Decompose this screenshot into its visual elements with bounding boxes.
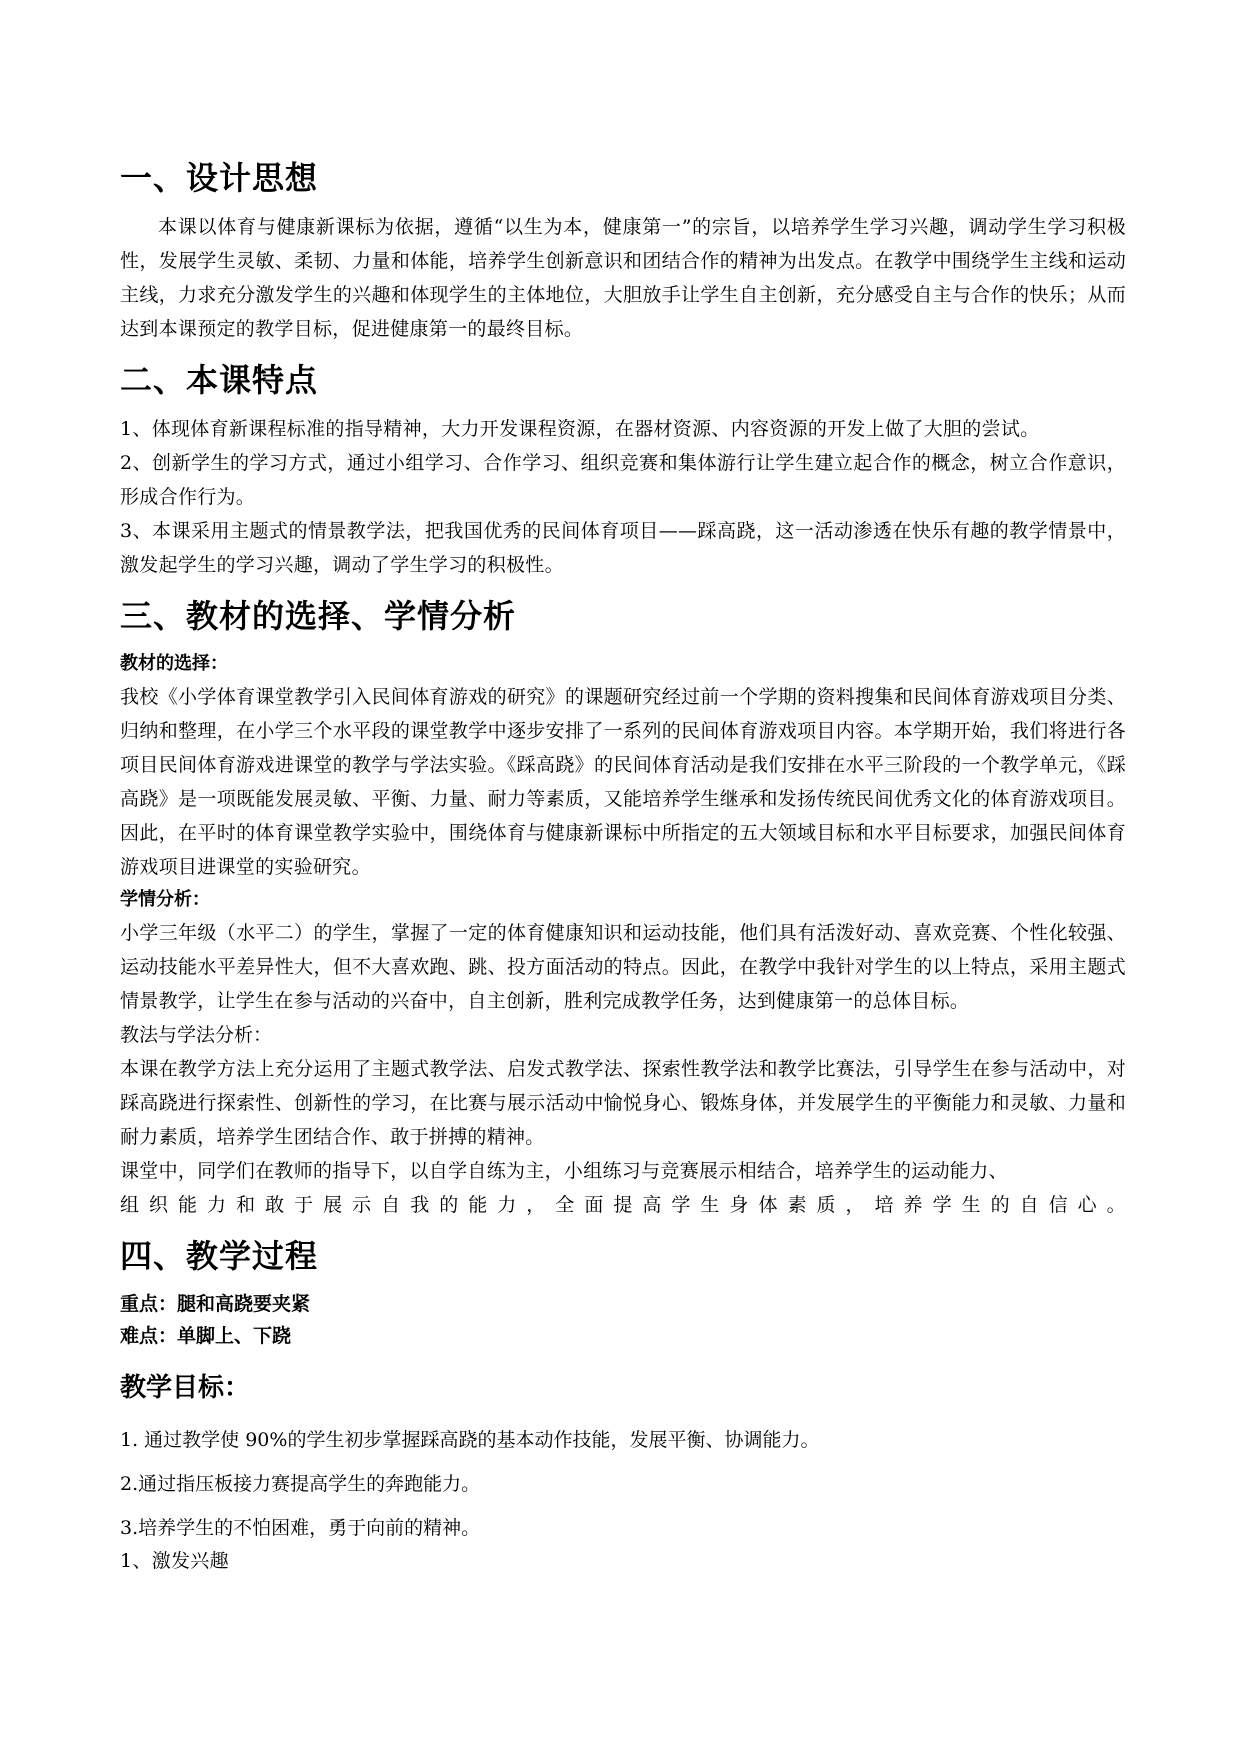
teaching-goal-1: 1. 通过教学使 90%的学生初步掌握踩高跷的基本动作技能，发展平衡、协调能力。: [120, 1429, 820, 1451]
document-body: [120, 152, 1126, 1578]
section-title-lesson-features: 二、本课特点: [120, 361, 319, 399]
teaching-goal-3: 3.培养学生的不怕困难，勇于向前的精神。: [120, 1517, 481, 1539]
feature-item-1: 1、体现体育新课程标准的指导精神，大力开发课程资源，在器材资源、内容资源的开发上做了大胆的尝试。: [120, 418, 1040, 440]
section-title-design-idea: 一、设计思想: [120, 159, 319, 197]
key-point-line: 重点：腿和高跷要夹紧: [120, 1293, 311, 1315]
material-selection-paragraph: 我校《小学体育课堂教学引入民间体育游戏的研究》的课题研究经过前一个学期的资料搜集和民间体育游戏项目分类、归纳和整理，在小学三个水平段的课堂教学中逐步安排了一系列的民间体育游戏项目内容。本学期开始，我们将进行各项目民间体育游戏进课堂的教学与学法实验。《踩高跷》的民间体育活动是我们安排在水平三阶段的一个教学单元，《踩高跷》是一项既能发展灵敏、平衡、力量、耐力等素质，又能培养学生继承和发扬传统民间优秀文化的体育游戏项目。因此，在平时的体育课堂教学实验中，围绕体育与健康新课标中所指定的五大领域目标和水平目标要求，加强民间体育游戏项目进课堂的实验研究。: [120, 686, 1126, 878]
process-step-1: 1、激发兴趣: [120, 1550, 229, 1572]
teaching-goal-2: 2.通过指压板接力赛提高学生的奔跑能力。: [120, 1473, 481, 1495]
section-title-teaching-process: 四、教学过程: [120, 1237, 319, 1275]
feature-item-2: 2、创新学生的学习方式，通过小组学习、合作学习、组织竞赛和集体游行让学生建立起合作的概念，树立合作意识，形成合作行为。: [120, 452, 1126, 508]
difficulty-line: 难点：单脚上、下跷: [120, 1325, 292, 1347]
section-title-material-analysis: 三、教材的选择、学情分析: [120, 597, 517, 635]
method-analysis-heading: 教法与学法分析：: [120, 1024, 273, 1046]
method-analysis-paragraph: 本课在教学方法上充分运用了主题式教学法、启发式教学法、探索性教学法和教学比赛法，引导学生在参与活动中，对踩高跷进行探索性、创新性的学习，在比赛与展示活动中愉悦身心、锻炼身体，并发展学生的平衡能力和灵敏、力量和耐力素质，培养学生团结合作、敢于拼搏的精神。: [120, 1058, 1126, 1148]
classroom-paragraph-line-2: 组织能力和敢于展示自我的能力，全面提高学生身体素质，培养学生的自信心。: [120, 1194, 1126, 1216]
student-analysis-paragraph: 小学三年级（水平二）的学生，掌握了一定的体育健康知识和运动技能，他们具有活泼好动、喜欢竞赛、个性化较强、运动技能水平差异性大，但不大喜欢跑、跳、投方面活动的特点。因此，在教学中我针对学生的以上特点，采用主题式情景教学，让学生在参与活动的兴奋中，自主创新，胜利完成教学任务，达到健康第一的总体目标。: [120, 922, 1126, 1012]
design-idea-paragraph: 本课以体育与健康新课标为依据，遵循“以生为本，健康第一”的宗旨，以培养学生学习兴趣，调动学生学习积极性，发展学生灵敏、柔韧、力量和体能，培养学生创新意识和团结合作的精神为出发点。在教学中围绕学生主线和运动主线，力求充分激发学生的兴趣和体现学生的主体地位，大胆放手让学生自主创新，充分感受自主与合作的快乐；从而达到本课预定的教学目标，促进健康第一的最终目标。: [120, 216, 1126, 340]
material-selection-heading: 教材的选择：: [120, 653, 228, 674]
classroom-paragraph-line-1: 课堂中，同学们在教师的指导下，以自学自练为主，小组练习与竞赛展示相结合，培养学生的运动能力、: [120, 1160, 1008, 1182]
student-analysis-heading: 学情分析：: [120, 889, 210, 910]
teaching-goals-title: 教学目标：: [120, 1373, 251, 1403]
feature-item-3: 3、本课采用主题式的情景教学法，把我国优秀的民间体育项目——踩高跷，这一活动渗透在快乐有趣的教学情景中，激发起学生的学习兴趣，调动了学生学习的积极性。: [120, 520, 1126, 576]
